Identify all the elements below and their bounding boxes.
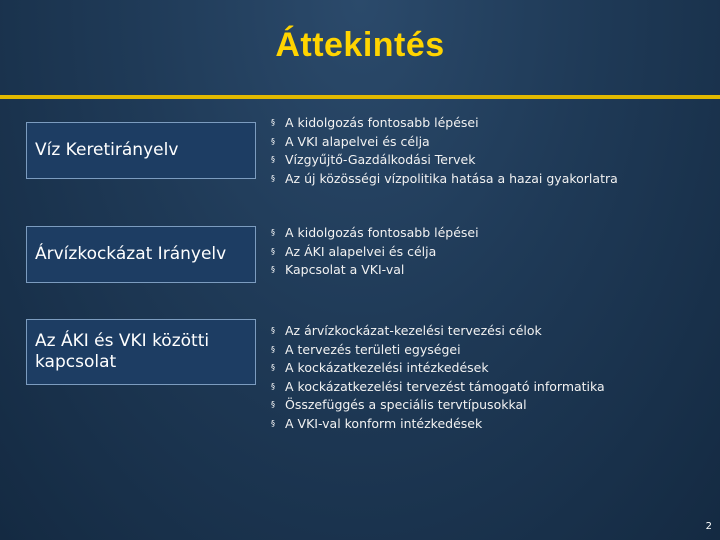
list-item-text: A VKI alapelvei és célja <box>285 133 430 149</box>
bullet-icon: § <box>271 326 275 335</box>
page-number: 2 <box>705 521 712 532</box>
section-items-list <box>271 114 618 188</box>
list-item <box>271 415 605 434</box>
list-item-text: A VKI-val konform intézkedések <box>285 415 483 431</box>
list-item <box>271 114 618 133</box>
section-label-text: Az ÁKI és VKI közötti kapcsolat <box>35 331 210 372</box>
bullet-icon: § <box>271 400 275 409</box>
list-item-text: A kidolgozás fontosabb lépései <box>285 115 479 130</box>
bullet-icon: § <box>271 418 275 428</box>
bullet-icon: § <box>271 173 275 183</box>
list-item-text: A kockázatkezelési tervezést támogató informatika <box>285 378 605 394</box>
list-item <box>271 378 605 397</box>
bullet-icon: § <box>271 118 275 127</box>
section-label-viz-keretiranyelv <box>26 122 256 179</box>
list-item-text: A kockázatkezelési intézkedések <box>285 360 489 375</box>
list-item-text: A kidolgozás fontosabb lépései <box>285 225 479 240</box>
list-item <box>271 224 479 243</box>
section-label-arvizkockazat-iranyelv <box>26 226 256 283</box>
list-item-text: Az ÁKI alapelvei és célja <box>285 243 437 259</box>
list-item <box>271 151 618 170</box>
bullet-icon: § <box>271 363 275 372</box>
bullet-icon: § <box>271 136 275 146</box>
list-item <box>271 396 605 415</box>
list-item-text: Kapcsolat a VKI-val <box>285 262 405 277</box>
list-item <box>271 170 618 189</box>
list-item <box>271 341 605 360</box>
bullet-icon: § <box>271 228 275 237</box>
section-items-list <box>271 322 605 433</box>
section-label-text: Árvízkockázat Irányelv <box>35 244 227 264</box>
list-item <box>271 243 479 262</box>
bullet-icon: § <box>271 246 275 256</box>
title-divider <box>0 95 720 99</box>
bullet-icon: § <box>271 381 275 391</box>
list-item-text: Az árvízkockázat-kezelési tervezési célok <box>285 323 542 338</box>
section-label-aki-vki-kapcsolat <box>26 319 256 385</box>
list-item-text: Az új közösségi vízpolitika hatása a hazai gyakorlatra <box>285 170 618 186</box>
list-item <box>271 261 479 280</box>
slide-title: Áttekintés <box>275 26 445 64</box>
section-items-list <box>271 224 479 280</box>
bullet-icon: § <box>271 155 275 164</box>
list-item <box>271 359 605 378</box>
bullet-icon: § <box>271 344 275 354</box>
list-item-text: Vízgyűjtő-Gazdálkodási Tervek <box>285 152 476 167</box>
section-label-text: Víz Keretirányelv <box>35 140 179 160</box>
list-item-text: A tervezés területi egységei <box>285 341 461 357</box>
list-item <box>271 322 605 341</box>
bullet-icon: § <box>271 265 275 274</box>
list-item <box>271 133 618 152</box>
list-item-text: Összefüggés a speciális tervtípusokkal <box>285 397 527 412</box>
